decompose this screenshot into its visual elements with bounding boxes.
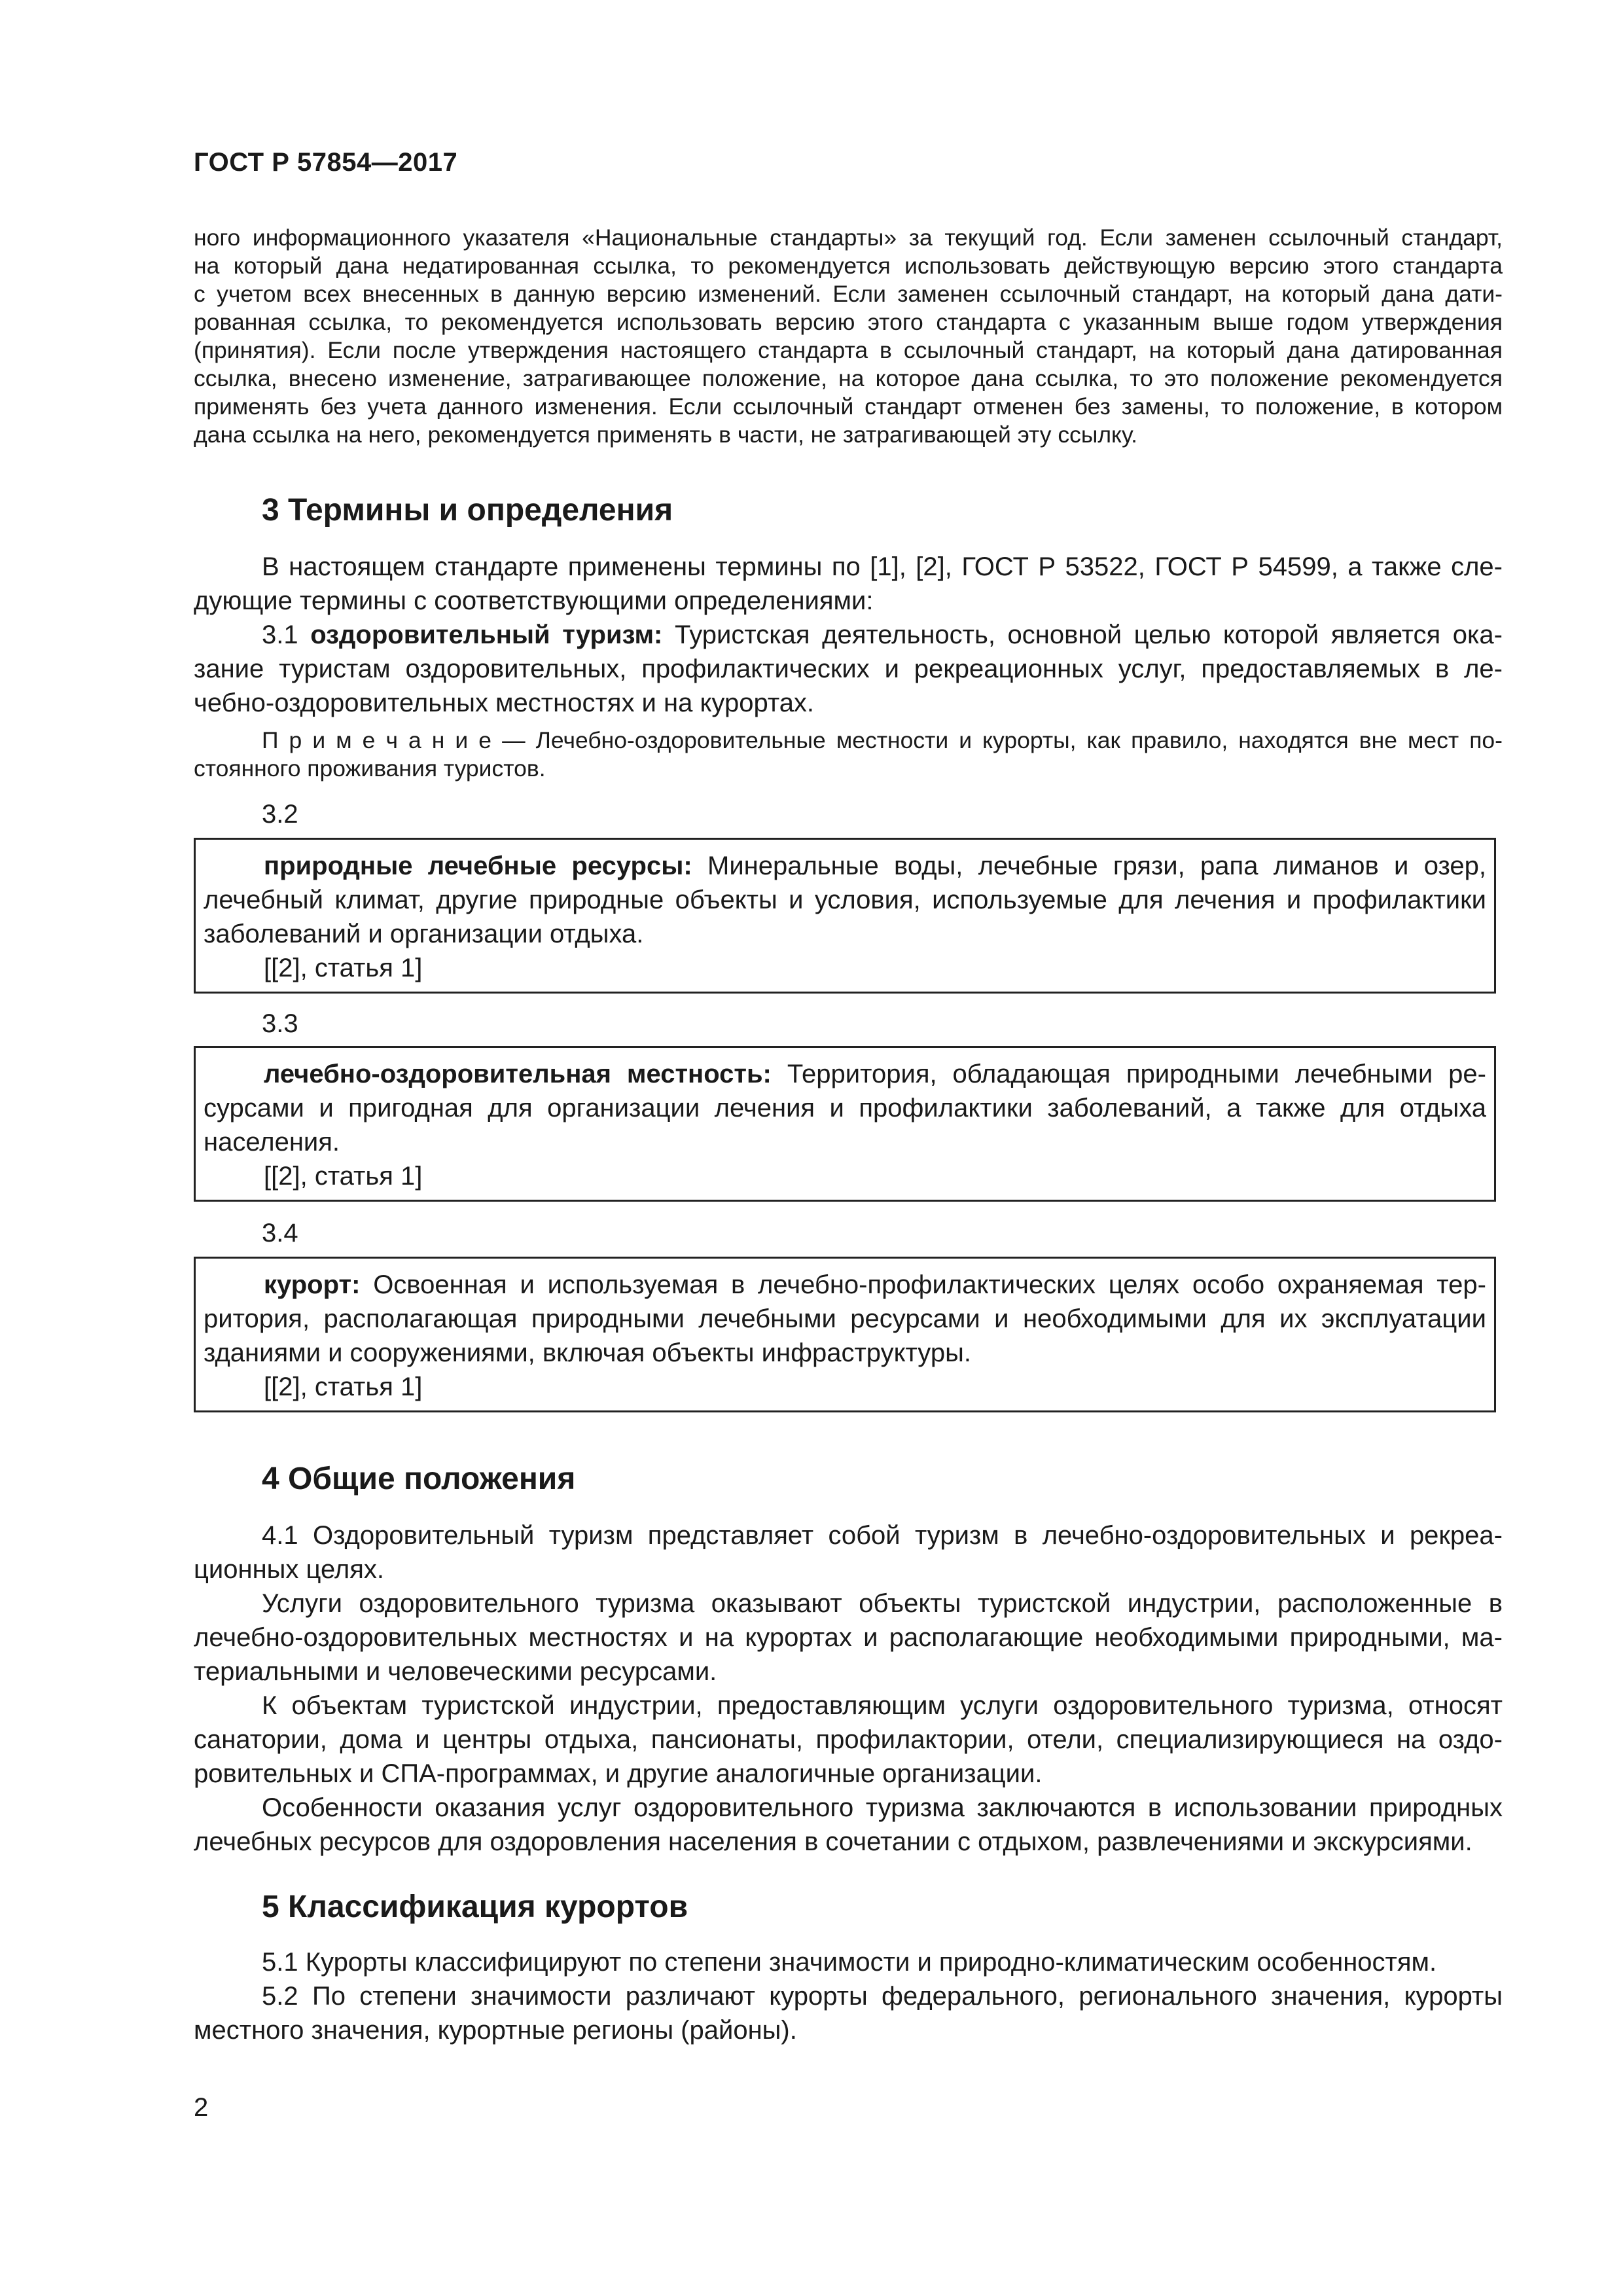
text-line: 5.2 По степени значимости различают курорты федерального, регионального значения, курорты bbox=[262, 1982, 1503, 2011]
standard-header: ГОСТ Р 57854—2017 bbox=[194, 148, 458, 177]
page-number: 2 bbox=[194, 2093, 209, 2122]
term-title: оздоровительный туризм: bbox=[310, 620, 663, 649]
text-line: санатории, дома и центры отдыха, пансионаты, профилактории, отели, специализирующиеся на оздо- bbox=[194, 1725, 1503, 1754]
section-3-intro bbox=[194, 550, 1503, 618]
text-line: зание туристам оздоровительных, профилактических и рекреационных услуг, предоставляемых в ле- bbox=[194, 655, 1503, 683]
term-3-1 bbox=[194, 618, 1503, 720]
section-5-paragraph bbox=[194, 1945, 1503, 2047]
text-line: применять без учета данного изменения. Если ссылочный стандарт отменен без замены, то положение, в котором bbox=[194, 393, 1503, 420]
text-line: дующие термины с соответствующими определениями: bbox=[194, 586, 874, 615]
text-line: ритория, располагающая природными лечебными ресурсами и необходимыми для их эксплуатации bbox=[204, 1304, 1486, 1333]
term-first-line bbox=[194, 618, 1503, 652]
term-number: 3.4 bbox=[262, 1219, 298, 1247]
section-4-title: 4 Общие положения bbox=[262, 1462, 576, 1496]
section-3-title: 3 Термины и определения bbox=[262, 493, 673, 528]
term-title: лечебно-оздоровительная местность: bbox=[264, 1060, 772, 1088]
section-4-paragraph bbox=[194, 1518, 1503, 1859]
note-first-line bbox=[194, 726, 1503, 755]
text-line: населения. bbox=[204, 1128, 340, 1157]
text-line: местного значения, курортные регионы (районы). bbox=[194, 2016, 797, 2045]
term-box-3-3 bbox=[194, 1046, 1496, 1202]
text-line: на который дана недатированная ссылка, то рекомендуется использовать действующую версию этого стандарта bbox=[194, 253, 1503, 279]
text-line: стоянного проживания туристов. bbox=[194, 755, 546, 781]
text-line: Особенности оказания услуг оздоровительного туризма заключаются в использовании природных bbox=[262, 1793, 1503, 1822]
text-line: зданиями и сооружениями, включая объекты инфраструктуры. bbox=[204, 1338, 971, 1367]
term-definition: Туристская деятельность, основной целью которой является ока- bbox=[675, 620, 1503, 649]
note-label: П р и м е ч а н и е bbox=[262, 727, 492, 753]
text-line: лечебный климат, другие природные объекты и условия, используемые для лечения и профилактики bbox=[204, 886, 1486, 914]
term-first-line bbox=[204, 1268, 1486, 1302]
text-line: (принятия). Если после утверждения настоящего стандарта в ссылочный стандарт, на который дана датированная bbox=[194, 337, 1503, 363]
term-definition: Территория, обладающая природными лечебными ре- bbox=[771, 1060, 1486, 1088]
text-line: 4.1 Оздоровительный туризм представляет собой туризм в лечебно-оздоровительных и рекреа- bbox=[262, 1521, 1503, 1550]
text-line: ционных целях. bbox=[194, 1555, 385, 1584]
text-line: 5.1 Курорты классифицируют по степени значимости и природно-климатическим особенностям. bbox=[262, 1948, 1437, 1977]
text-line: Услуги оздоровительного туризма оказывают объекты туристской индустрии, расположенные в bbox=[262, 1589, 1503, 1618]
text-line: рованная ссылка, то рекомендуется использовать версию этого стандарта с указанным выше годом утверждения bbox=[194, 309, 1503, 335]
text-line: териальными и человеческими ресурсами. bbox=[194, 1657, 717, 1686]
text-line: чебно-оздоровительных местностях и на курортах. bbox=[194, 689, 815, 717]
text-line: К объектам туристской индустрии, предоставляющим услуги оздоровительного туризма, относят bbox=[262, 1691, 1503, 1720]
term-first-line bbox=[204, 1057, 1486, 1091]
note bbox=[194, 726, 1503, 783]
term-number: 3.3 bbox=[262, 1009, 298, 1038]
text-line: лечебно-оздоровительных местностях и на курортах и располагающие необходимыми природными, ма- bbox=[194, 1623, 1503, 1652]
intro-paragraph bbox=[194, 224, 1503, 449]
note-text: — Лечебно-оздоровительные местности и курорты, как правило, находятся вне мест по- bbox=[491, 727, 1503, 753]
term-first-line bbox=[204, 849, 1486, 883]
term-reference: [[2], статья 1] bbox=[264, 1162, 423, 1191]
text-line: ссылка, внесено изменение, затрагивающее положение, на которое дана ссылка, то это положение рекомендуется bbox=[194, 365, 1503, 391]
text-line: В настоящем стандарте применены термины по [1], [2], ГОСТ Р 53522, ГОСТ Р 54599, а также сле- bbox=[262, 552, 1503, 581]
term-definition: Минеральные воды, лечебные грязи, рапа лиманов и озер, bbox=[692, 852, 1486, 880]
text-line: дана ссылка на него, рекомендуется применять в части, не затрагивающей эту ссылку. bbox=[194, 422, 1138, 448]
section-5-title: 5 Классификация курортов bbox=[262, 1890, 688, 1924]
term-reference: [[2], статья 1] bbox=[264, 1372, 423, 1401]
term-reference: [[2], статья 1] bbox=[264, 954, 423, 982]
term-definition: Освоенная и используемая в лечебно-профилактических целях особо охраняемая тер- bbox=[360, 1270, 1486, 1299]
term-title: курорт: bbox=[264, 1270, 361, 1299]
text-line: ровительных и СПА-программах, и другие аналогичные организации. bbox=[194, 1759, 1043, 1788]
text-line: заболеваний и организации отдыха. bbox=[204, 920, 644, 948]
text-line: ного информационного указателя «Национальные стандарты» за текущий год. Если заменен ссылочный стандарт, bbox=[194, 224, 1503, 251]
term-number: 3.2 bbox=[262, 800, 298, 829]
text-line: сурсами и пригодная для организации лечения и профилактики заболеваний, а также для отдыха bbox=[204, 1094, 1486, 1122]
term-number: 3.1 bbox=[262, 620, 298, 649]
term-title: природные лечебные ресурсы: bbox=[264, 852, 692, 880]
term-box-3-2 bbox=[194, 838, 1496, 994]
text-line: лечебных ресурсов для оздоровления населения в сочетании с отдыхом, развлечениями и экскурсиями. bbox=[194, 1827, 1472, 1856]
text-line: с учетом всех внесенных в данную версию изменений. Если заменен ссылочный стандарт, на который дана дати- bbox=[194, 281, 1503, 307]
term-box-3-4 bbox=[194, 1257, 1496, 1412]
